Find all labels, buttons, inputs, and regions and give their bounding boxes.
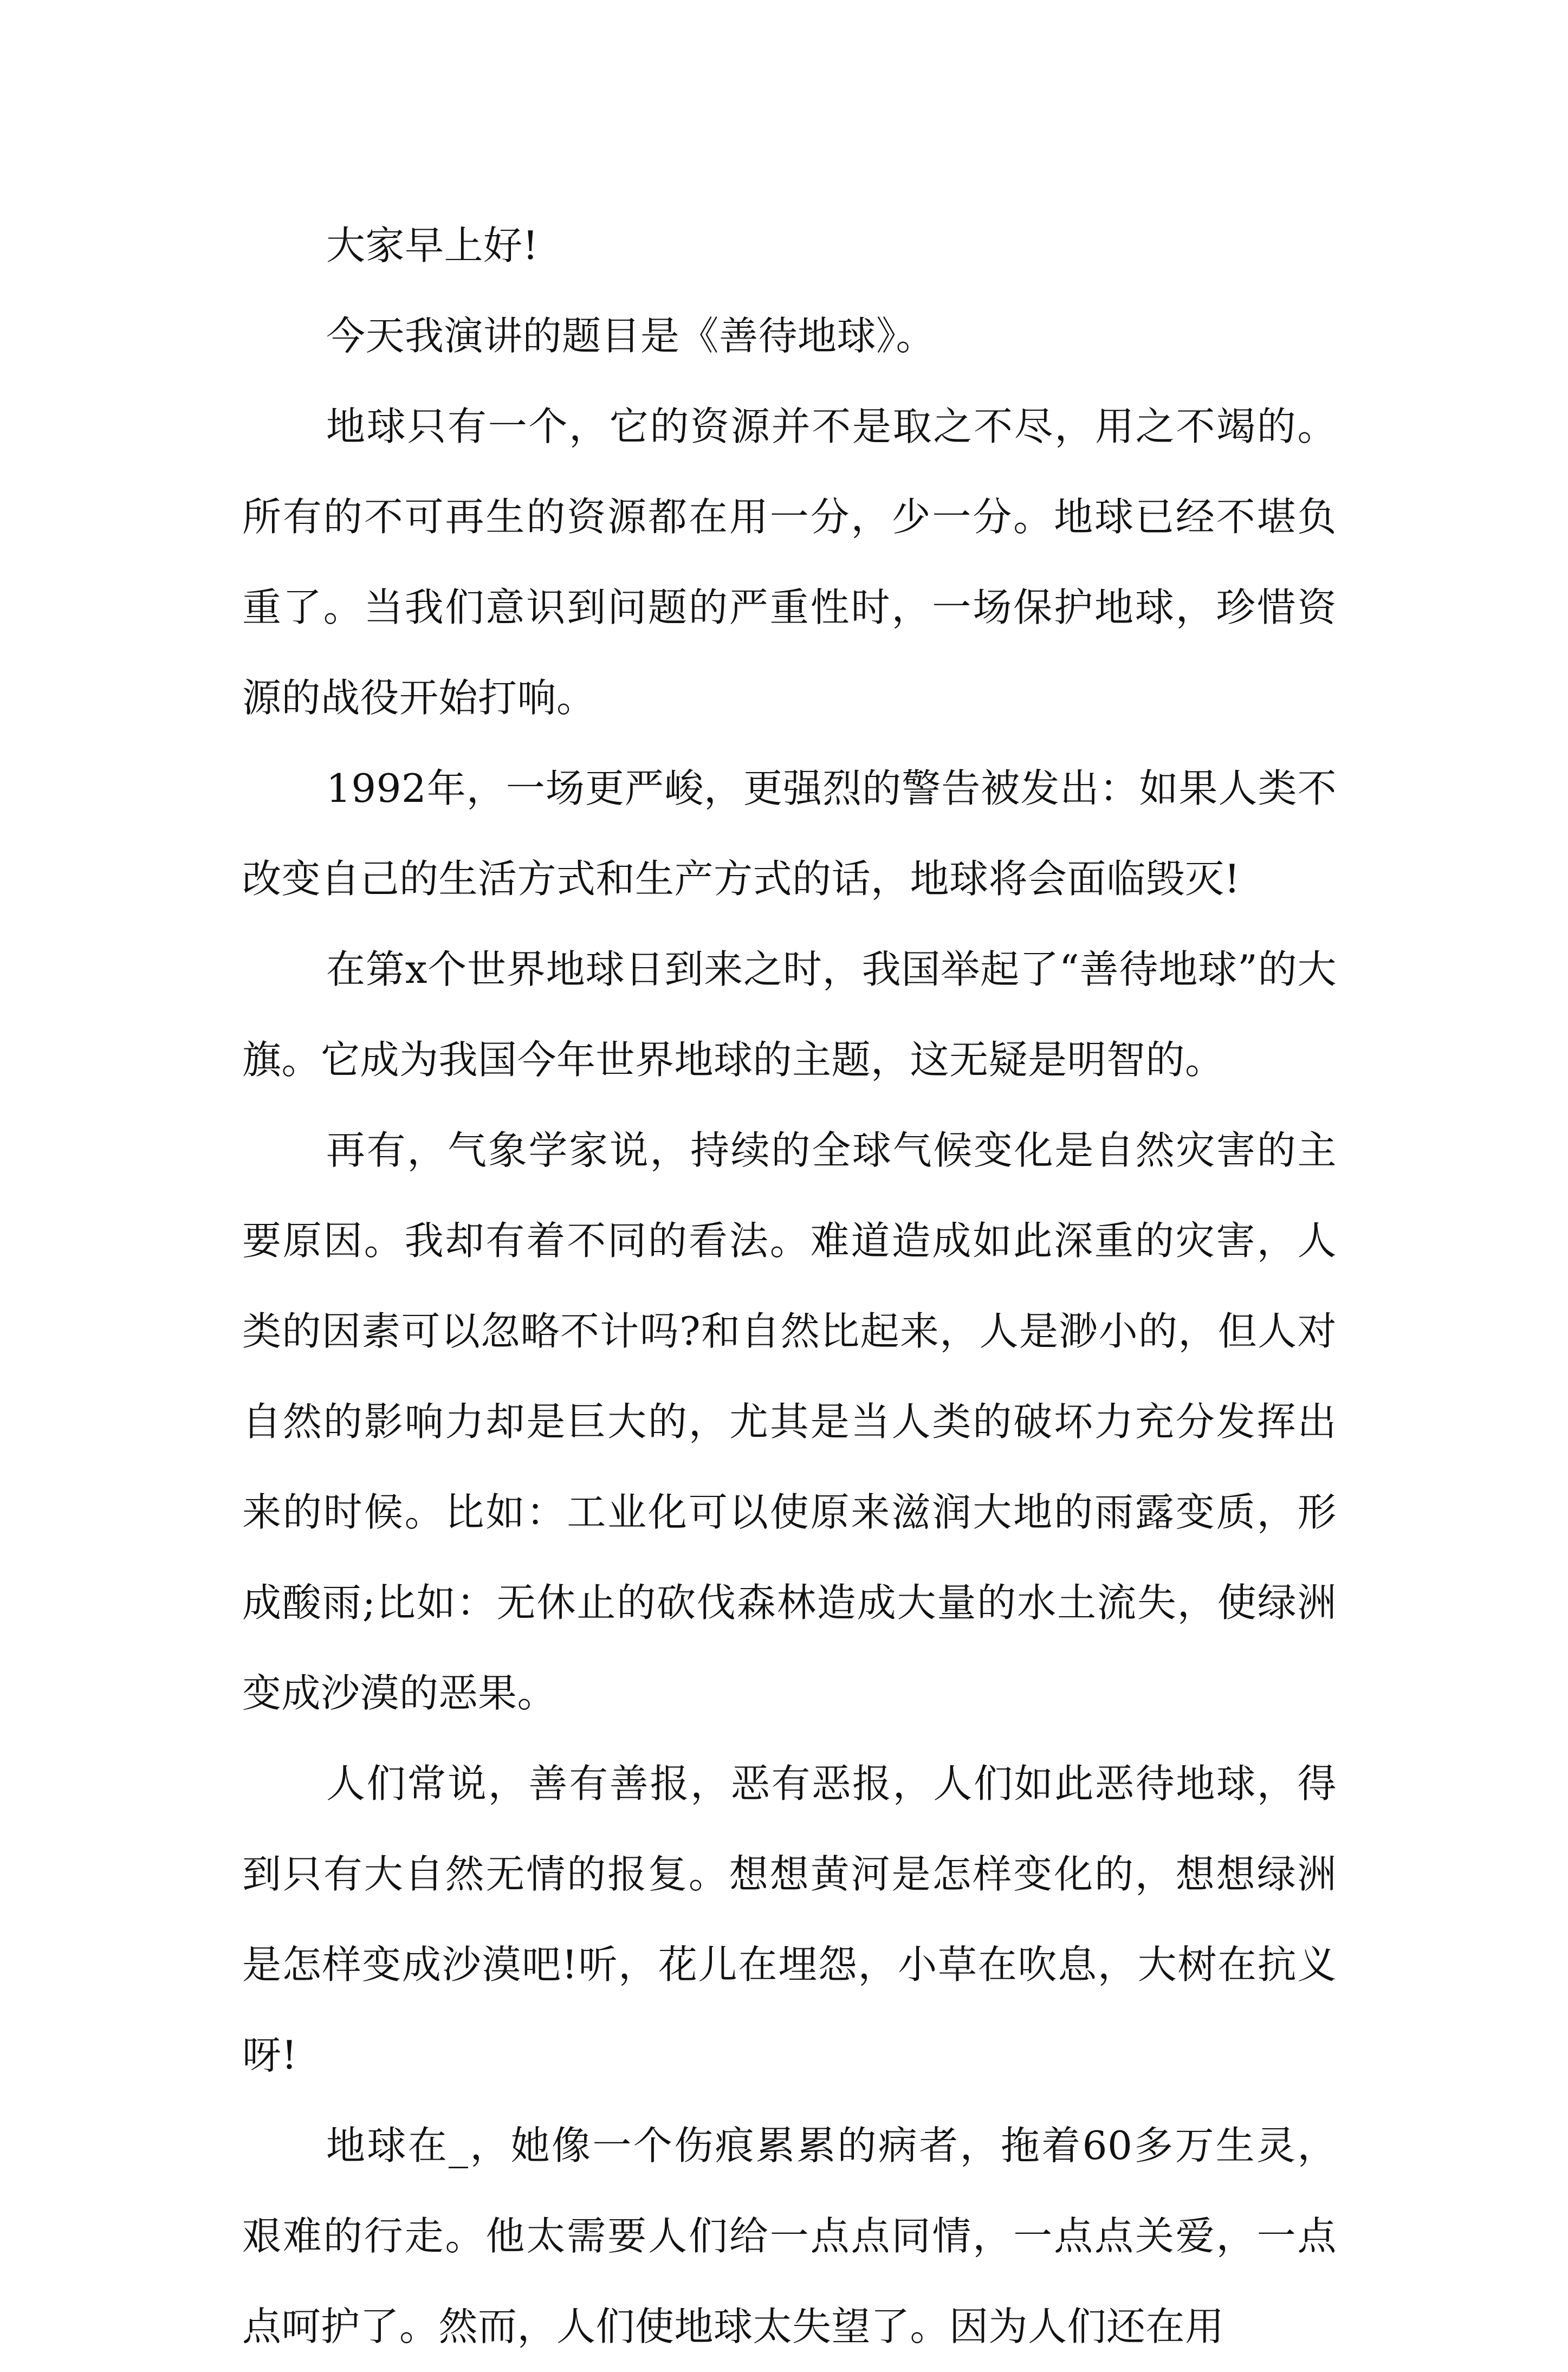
paragraph-greeting: 大家早上好!	[326, 223, 539, 268]
paragraph-1992-warning: 1992年，一场更严峻，更强烈的警告被发出：如果人类不改变自己的生活方式和生产方式的话，地球将会面临毁灭!	[242, 766, 1337, 902]
paragraph-earth-day: 在第x个世界地球日到来之时，我国举起了“善待地球”的大旗。它成为我国今年世界地球的主题，这无疑是明智的。	[242, 947, 1337, 1083]
paragraph-wounded-earth: 地球在_，她像一个伤痕累累的病者，拖着60多万生灵，艰难的行走。他太需要人们给一点点同情，一点点关爱，一点点呵护了。然而，人们使地球太失望了。因为人们还在用	[242, 2123, 1337, 2349]
paragraph-earth-resources: 地球只有一个，它的资源并不是取之不尽，用之不竭的。所有的不可再生的资源都在用一分，少一分。地球已经不堪负重了。当我们意识到问题的严重性时，一场保护地球，珍惜资源的战役开始打响。	[242, 404, 1337, 721]
paragraph-retribution: 人们常说，善有善报，恶有恶报，人们如此恶待地球，得到只有大自然无情的报复。想想黄河是怎样变化的，想想绿洲是怎样变成沙漠吧!听，花儿在埋怨，小草在吹息，大树在抗义呀!	[242, 1761, 1337, 2078]
paragraph-climate-change: 再有，气象学家说，持续的全球气候变化是自然灾害的主要原因。我却有着不同的看法。难道造成如此深重的灾害，人类的因素可以忽略不计吗?和自然比起来，人是渺小的，但人对自然的影响力却是巨大的，尤其是当人类的破坏力充分发挥出来的时候。比如：工业化可以使原来滋润大地的雨露变质，形成酸雨;比如：无休止的砍伐森林造成大量的水土流失，使绿洲变成沙漠的恶果。	[242, 1127, 1337, 1716]
paragraph-topic: 今天我演讲的题目是《善待地球》。	[326, 313, 936, 359]
document-body	[242, 200, 1337, 2372]
